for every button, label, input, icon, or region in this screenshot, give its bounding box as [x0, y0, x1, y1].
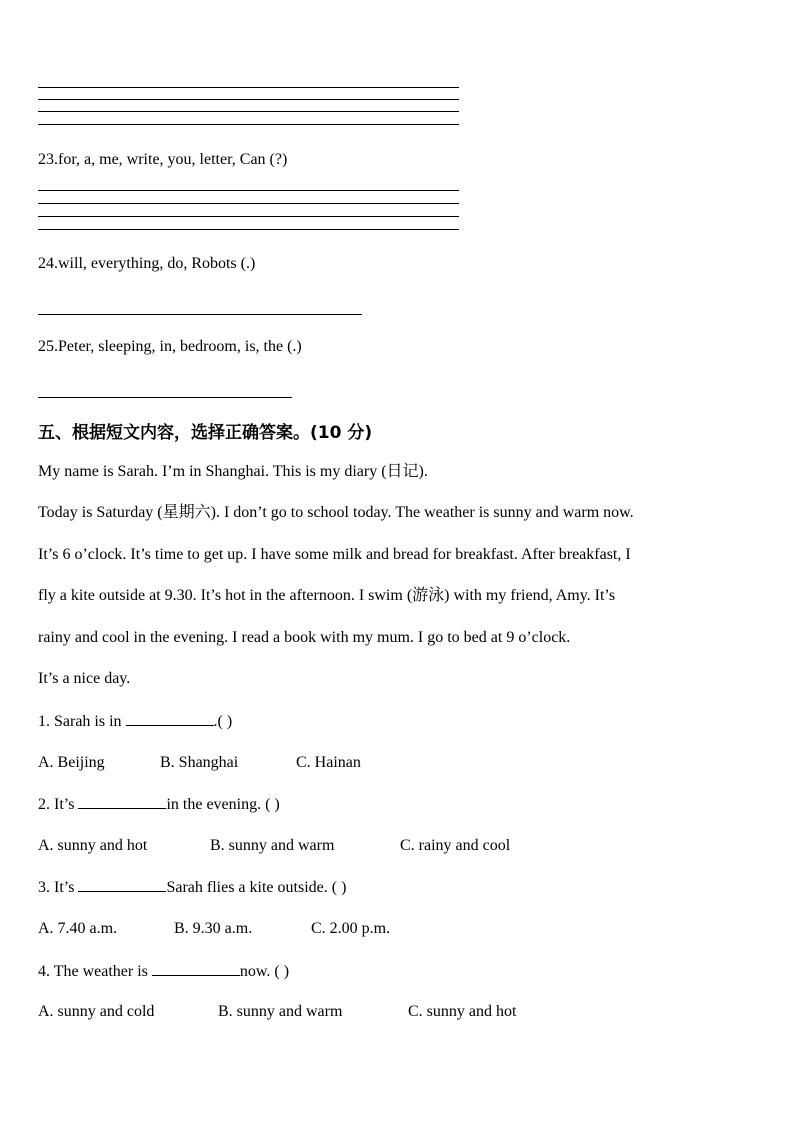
option-b[interactable]: B. sunny and warm: [210, 837, 335, 854]
option-c[interactable]: C. 2.00 p.m.: [311, 920, 391, 937]
answer-line: [38, 397, 292, 398]
rewrite-item-25: [38, 337, 302, 357]
question-text: 4. The weather is: [38, 963, 152, 980]
option-a[interactable]: A. sunny and hot: [38, 837, 148, 854]
answer-blank[interactable]: [152, 961, 240, 976]
rewrite-item-23: [38, 150, 287, 170]
passage-line: rainy and cool in the evening. I read a book with my mum. I go to bed at 9 o’clock.: [38, 629, 571, 646]
question-2: [38, 794, 280, 815]
option-a[interactable]: A. sunny and cold: [38, 1003, 155, 1020]
passage-line: My name is Sarah. I’m in Shanghai. This is my diary (日记).: [38, 463, 428, 480]
answer-line: [38, 124, 459, 125]
item-words: Peter, sleeping, in, bedroom, is, the (.): [58, 338, 302, 355]
option-a[interactable]: A. Beijing: [38, 754, 105, 771]
option-c[interactable]: C. Hainan: [296, 754, 361, 771]
answer-line: [38, 203, 459, 204]
answer-blank[interactable]: [78, 877, 166, 892]
section-heading: 五、根据短文内容，选择正确答案。(10 分): [38, 423, 373, 443]
question-1: [38, 711, 232, 732]
passage-line: It’s 6 o’clock. It’s time to get up. I have some milk and bread for breakfast. After breakfast, I: [38, 546, 631, 563]
passage-line: Today is Saturday (星期六). I don’t go to school today. The weather is sunny and warm now.: [38, 504, 634, 521]
question-4: [38, 961, 289, 982]
answer-line: [38, 111, 459, 112]
item-number: 25.: [38, 338, 58, 355]
answer-line: [38, 216, 459, 217]
option-b[interactable]: B. 9.30 a.m.: [174, 920, 253, 937]
option-b[interactable]: B. Shanghai: [160, 754, 239, 771]
question-text: now. ( ): [239, 963, 290, 980]
item-words: for, a, me, write, you, letter, Can (?): [58, 151, 288, 168]
answer-line: [38, 87, 459, 88]
option-c[interactable]: C. sunny and hot: [408, 1003, 517, 1020]
answer-line: [38, 229, 459, 230]
item-number: 24.: [38, 255, 58, 272]
item-words: will, everything, do, Robots (.): [58, 255, 256, 272]
answer-line: [38, 99, 459, 100]
passage-line: It’s a nice day.: [38, 670, 131, 687]
rewrite-item-24: [38, 254, 255, 274]
option-b[interactable]: B. sunny and warm: [218, 1003, 343, 1020]
answer-blank[interactable]: [126, 711, 214, 726]
question-text: 3. It’s: [38, 879, 79, 896]
question-3: [38, 877, 346, 898]
answer-line: [38, 190, 459, 191]
item-number: 23.: [38, 151, 58, 168]
question-text: .( ): [213, 713, 233, 730]
question-text: 2. It’s: [38, 796, 79, 813]
answer-blank[interactable]: [78, 794, 166, 809]
question-text: Sarah flies a kite outside. ( ): [166, 879, 347, 896]
question-text: in the evening. ( ): [166, 796, 280, 813]
question-text: 1. Sarah is in: [38, 713, 126, 730]
option-a[interactable]: A. 7.40 a.m.: [38, 920, 118, 937]
answer-line: [38, 314, 362, 315]
option-c[interactable]: C. rainy and cool: [400, 837, 511, 854]
passage-line: fly a kite outside at 9.30. It’s hot in the afternoon. I swim (游泳) with my friend, Amy. It’s: [38, 587, 616, 604]
